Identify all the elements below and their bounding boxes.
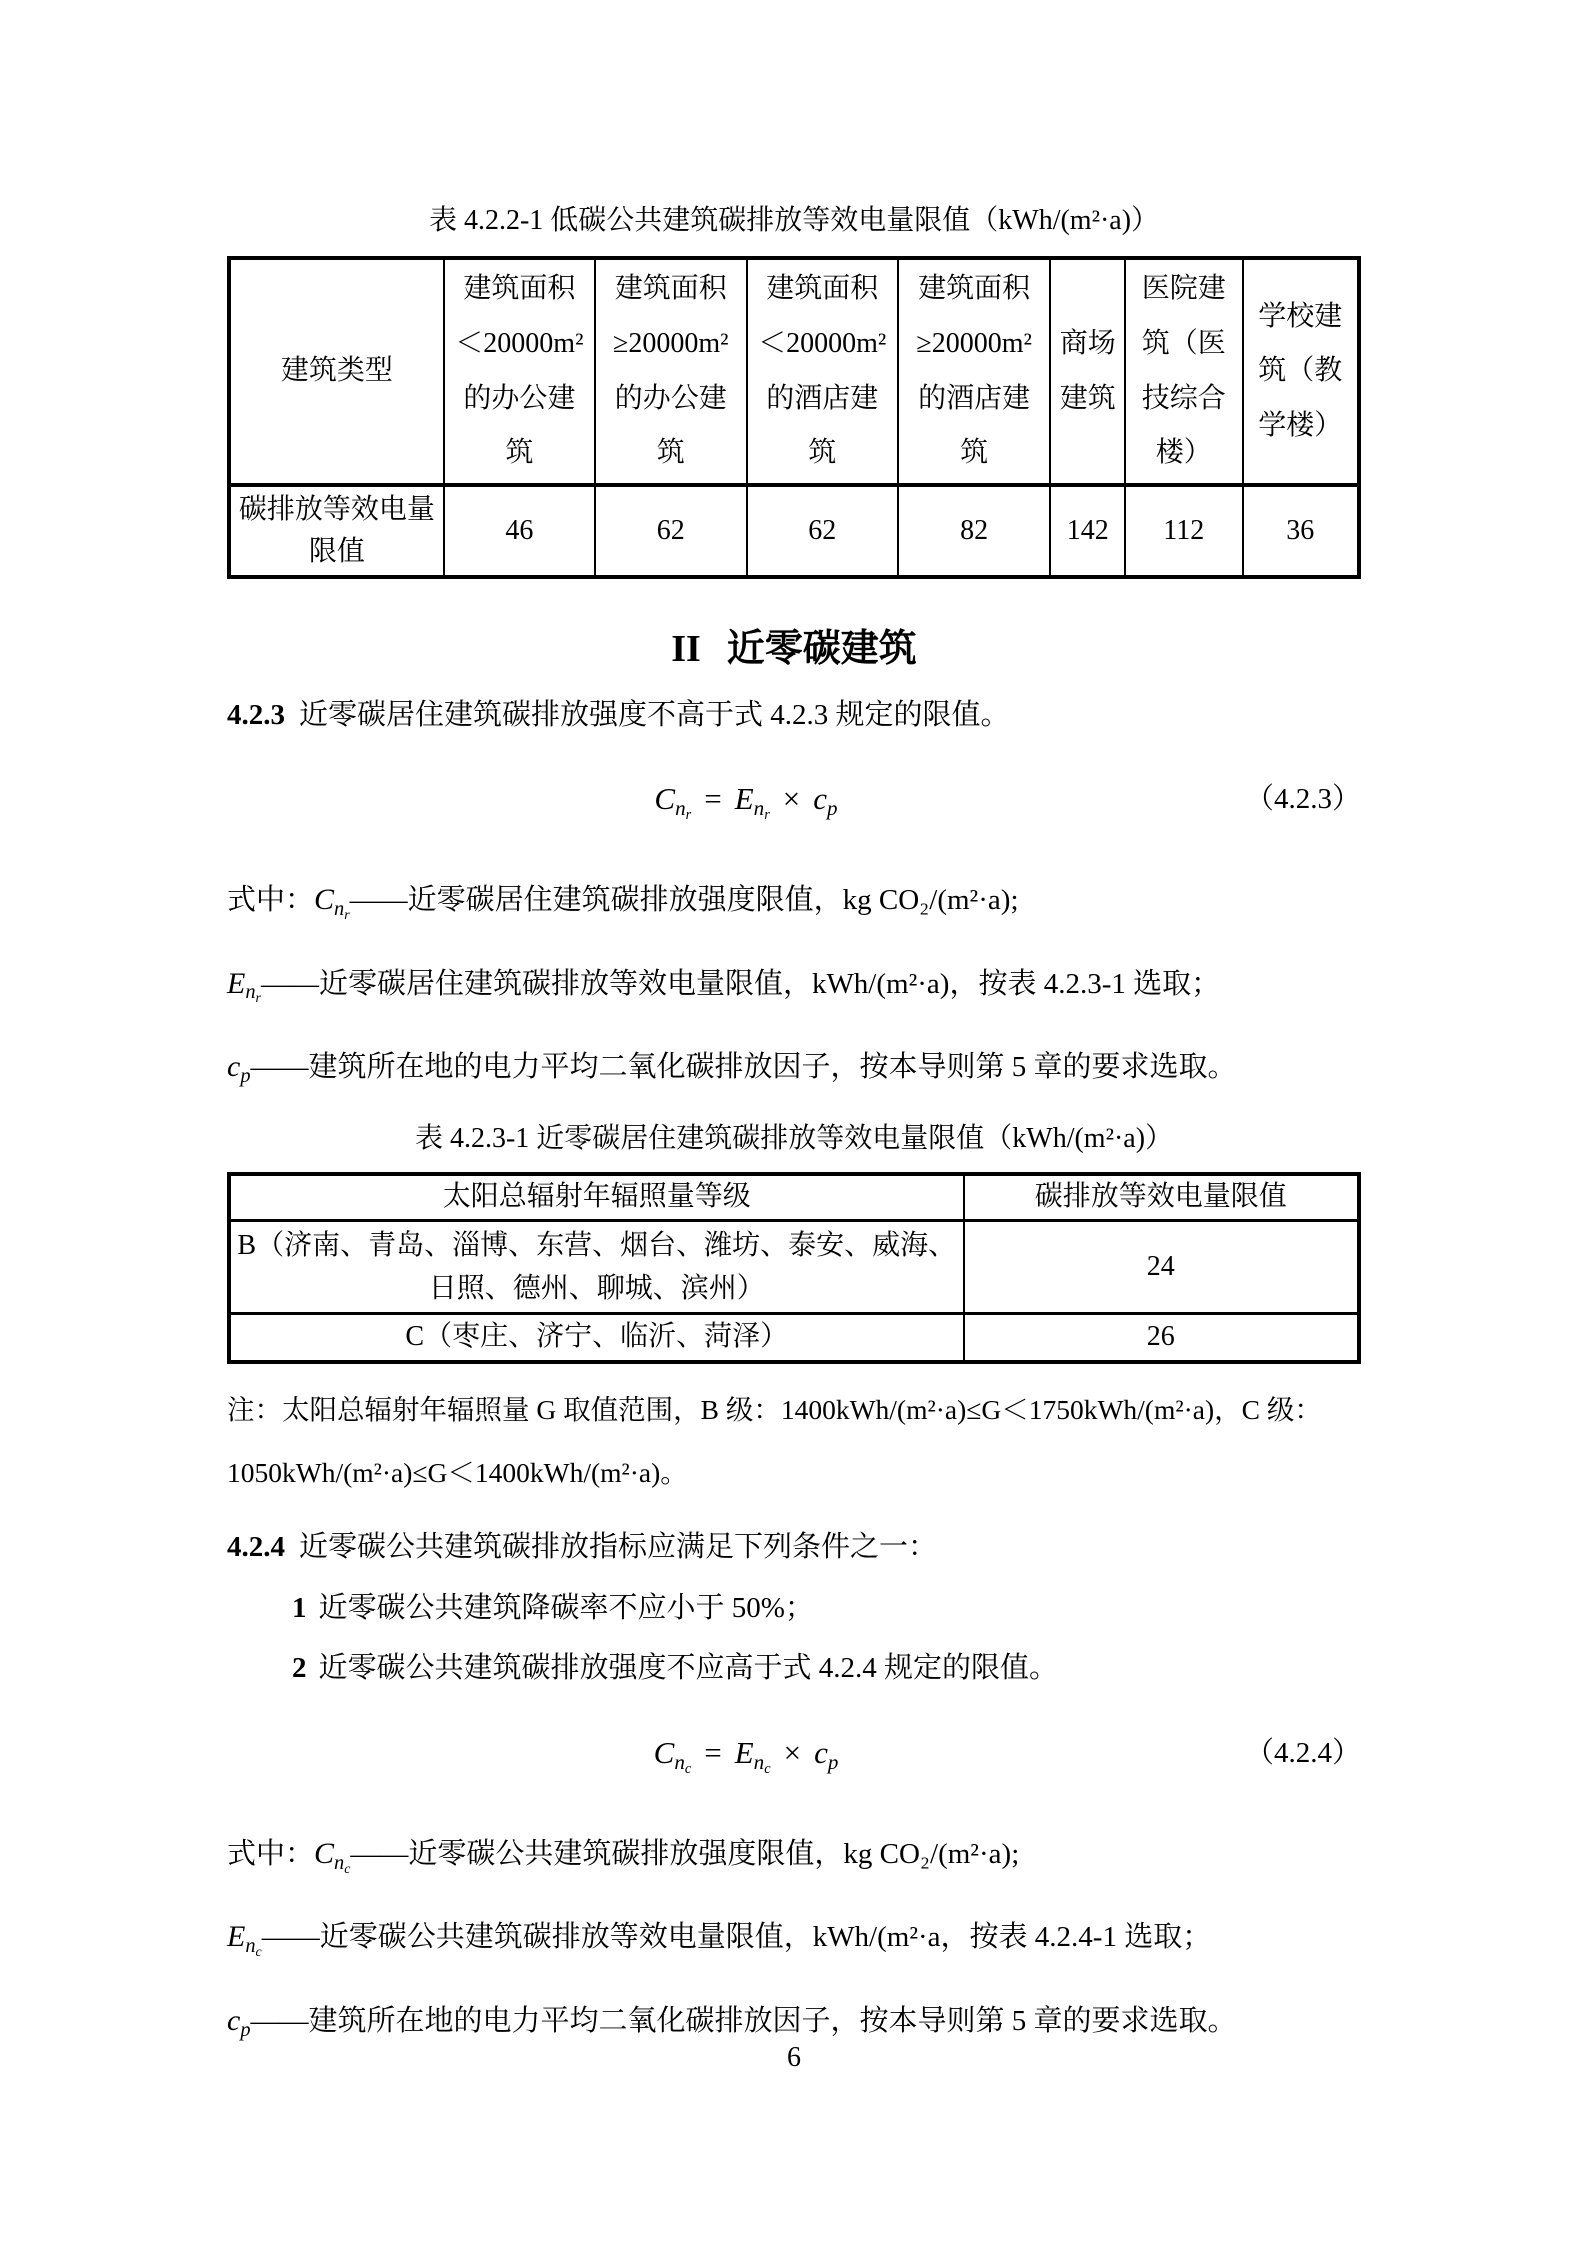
clause-4-2-4-item-2	[227, 1647, 1361, 1691]
variable-cp	[814, 1734, 839, 1774]
definition-prefix: 式中：	[227, 884, 315, 917]
variable-Enr	[734, 781, 770, 824]
definition-line	[227, 961, 1361, 1008]
table1-header-row	[229, 258, 1359, 484]
formula-expression	[654, 773, 837, 825]
var-sub: n	[245, 1935, 256, 1958]
var-subsub: r	[344, 907, 350, 923]
var-base: E	[227, 1920, 246, 1954]
formula-4-2-3	[227, 773, 1361, 825]
table2-grade-cell: B（济南、青岛、淄博、东营、烟台、潍坊、泰安、威海、日照、德州、聊城、滨州）	[229, 1220, 964, 1314]
variable-cp	[227, 2003, 251, 2041]
formula-expression	[654, 1727, 839, 1779]
item-number: 1	[292, 1591, 307, 1624]
formula-4-2-4	[227, 1727, 1361, 1779]
definition-line	[227, 877, 1361, 924]
table1-header-cell: 建筑面积＜20000m² 的酒店建筑	[747, 258, 898, 484]
var-base: E	[734, 781, 754, 817]
variable-cp	[813, 781, 838, 821]
section-numeral: II	[671, 627, 701, 670]
table1-header-cell: 医院建筑（医技综合楼）	[1125, 258, 1243, 484]
var-sub: n	[753, 1749, 765, 1774]
definition-line	[227, 1914, 1361, 1961]
definition-prefix: 式中：	[227, 1837, 315, 1870]
var-subsub: r	[685, 807, 692, 824]
table1-caption: 表 4.2.2-1 低碳公共建筑碳排放等效电量限值（kWh/(m²·a)）	[428, 205, 1160, 236]
var-sub: n	[674, 1749, 685, 1774]
variable-Cnc	[653, 1734, 692, 1777]
table1-value-cell: 46	[444, 485, 595, 577]
var-subsub: r	[255, 991, 261, 1007]
clause-number: 4.2.3	[227, 698, 285, 731]
variable-Enc	[227, 1920, 262, 1961]
item-number: 2	[292, 1652, 307, 1685]
clause-number: 4.2.4	[227, 1531, 285, 1564]
var-base: c	[227, 1050, 241, 1084]
table1-header-cell: 建筑类型	[229, 258, 444, 484]
table2-note: 注：太阳总辐射年辐照量 G 取值范围，B 级：1400kWh/(m²·a)≤G＜1750kWh/(m²·a)，C 级：1050kWh/(m²·a)≤G＜1400kWh/(m²·a)。	[227, 1393, 1322, 1489]
var-subsub: c	[344, 1861, 351, 1877]
table1-value-cell: 142	[1050, 485, 1125, 577]
var-sub: n	[675, 796, 686, 821]
section-title: 近零碳建筑	[726, 627, 917, 670]
var-base: C	[314, 1836, 335, 1870]
var-base: C	[653, 1734, 675, 1770]
definition-text: ——建筑所在地的电力平均二氧化碳排放因子，按本导则第 5 章的要求选取。	[250, 2004, 1237, 2037]
var-base: E	[734, 1734, 754, 1770]
table1-header-cell: 建筑面积＜20000m² 的办公建筑	[444, 258, 595, 484]
table2-row-grade-c	[229, 1314, 1359, 1362]
table-low-carbon-public-buildings	[227, 256, 1361, 578]
definition-text: ——近零碳公共建筑碳排放等效电量限值，kWh/(m²·a，按表 4.2.4-1 选取；	[261, 1921, 1212, 1954]
clause-text: 近零碳公共建筑碳排放指标应满足下列条件之一：	[299, 1531, 938, 1564]
formula-number: （4.2.4）	[1244, 1736, 1361, 1769]
table1-header-cell: 建筑面积≥20000m² 的办公建筑	[595, 258, 746, 484]
table2-value-cell: 24	[964, 1220, 1360, 1314]
clause-4-2-4-item-1	[227, 1587, 1361, 1631]
variable-Cnr	[314, 883, 350, 923]
definition-text: ——建筑所在地的电力平均二氧化碳排放因子，按本导则第 5 章的要求选取。	[250, 1051, 1237, 1084]
table2-row-grade-b	[229, 1220, 1359, 1314]
formula-number: （4.2.3）	[1244, 783, 1361, 816]
table2-value-cell: 26	[964, 1314, 1360, 1362]
table1-value-cell: 36	[1243, 485, 1359, 577]
table2-header-row	[229, 1174, 1359, 1220]
clause-4-2-3	[227, 694, 1361, 738]
variable-cp	[227, 1050, 251, 1087]
item-text: 近零碳公共建筑降碳率不应小于 50%；	[318, 1591, 814, 1624]
definition-text: ——近零碳居住建筑碳排放等效电量限值，kWh/(m²·a)，按表 4.2.3-1 选取；	[260, 967, 1221, 1000]
times-sign: ×	[783, 1734, 802, 1770]
table1-value-cell: 82	[898, 485, 1051, 577]
table1-header-cell: 建筑面积≥20000m² 的酒店建筑	[898, 258, 1051, 484]
definition-line	[227, 1998, 1361, 2045]
definition-line	[227, 1044, 1361, 1091]
table2-header-cell: 碳排放等效电量限值	[964, 1174, 1360, 1220]
var-subsub: c	[684, 1760, 692, 1777]
table1-value-cell: 62	[747, 485, 898, 577]
var-base: c	[814, 1734, 828, 1770]
section-heading	[227, 617, 1361, 672]
table1-header-cell: 商场建筑	[1050, 258, 1125, 484]
definition-line	[227, 1831, 1361, 1878]
variable-Enc	[734, 1734, 771, 1777]
var-sub: p	[827, 1749, 839, 1774]
clause-text: 近零碳居住建筑碳排放强度不高于式 4.2.3 规定的限值。	[299, 698, 1010, 731]
table2-grade-cell: C（枣庄、济宁、临沂、菏泽）	[229, 1314, 964, 1362]
definition-text: ——近零碳居住建筑碳排放强度限值，kg CO₂/(m²·a);	[349, 884, 1019, 917]
var-sub: p	[240, 1064, 251, 1087]
var-sub: p	[240, 2018, 251, 2041]
var-base: c	[227, 2003, 241, 2037]
table1-value-cell: 62	[595, 485, 746, 577]
table1-row-label: 碳排放等效电量限值	[229, 485, 444, 577]
table-near-zero-carbon-residential	[227, 1172, 1361, 1364]
variable-Cnc	[314, 1836, 351, 1877]
table1-value-cell: 112	[1125, 485, 1243, 577]
var-sub: n	[334, 1851, 345, 1874]
var-base: c	[813, 781, 828, 817]
var-sub: p	[827, 796, 838, 821]
variable-Cnr	[654, 781, 692, 824]
clause-4-2-4	[227, 1526, 1361, 1570]
table1-data-row	[229, 485, 1359, 577]
item-text: 近零碳公共建筑碳排放强度不应高于式 4.2.4 规定的限值。	[318, 1652, 1059, 1685]
variable-Enr	[227, 966, 261, 1007]
var-base: E	[227, 966, 246, 1000]
var-subsub: r	[764, 807, 770, 824]
var-subsub: c	[255, 1945, 262, 1961]
var-base: C	[314, 883, 335, 917]
var-sub: n	[245, 981, 256, 1004]
var-base: C	[654, 781, 676, 817]
var-sub: n	[753, 796, 765, 821]
page-number: 6	[787, 2042, 801, 2073]
var-subsub: c	[764, 1760, 771, 1777]
table2-caption: 表 4.2.3-1 近零碳居住建筑碳排放等效电量限值（kWh/(m²·a)）	[414, 1122, 1174, 1154]
var-sub: n	[334, 897, 345, 920]
equals-sign: =	[704, 781, 722, 817]
definition-text: ——近零碳公共建筑碳排放强度限值，kg CO₂/(m²·a);	[350, 1837, 1020, 1870]
table2-header-cell: 太阳总辐射年辐照量等级	[229, 1174, 964, 1220]
times-sign: ×	[782, 781, 801, 817]
table1-header-cell: 学校建筑（教学楼）	[1243, 258, 1359, 484]
equals-sign: =	[704, 1734, 722, 1770]
